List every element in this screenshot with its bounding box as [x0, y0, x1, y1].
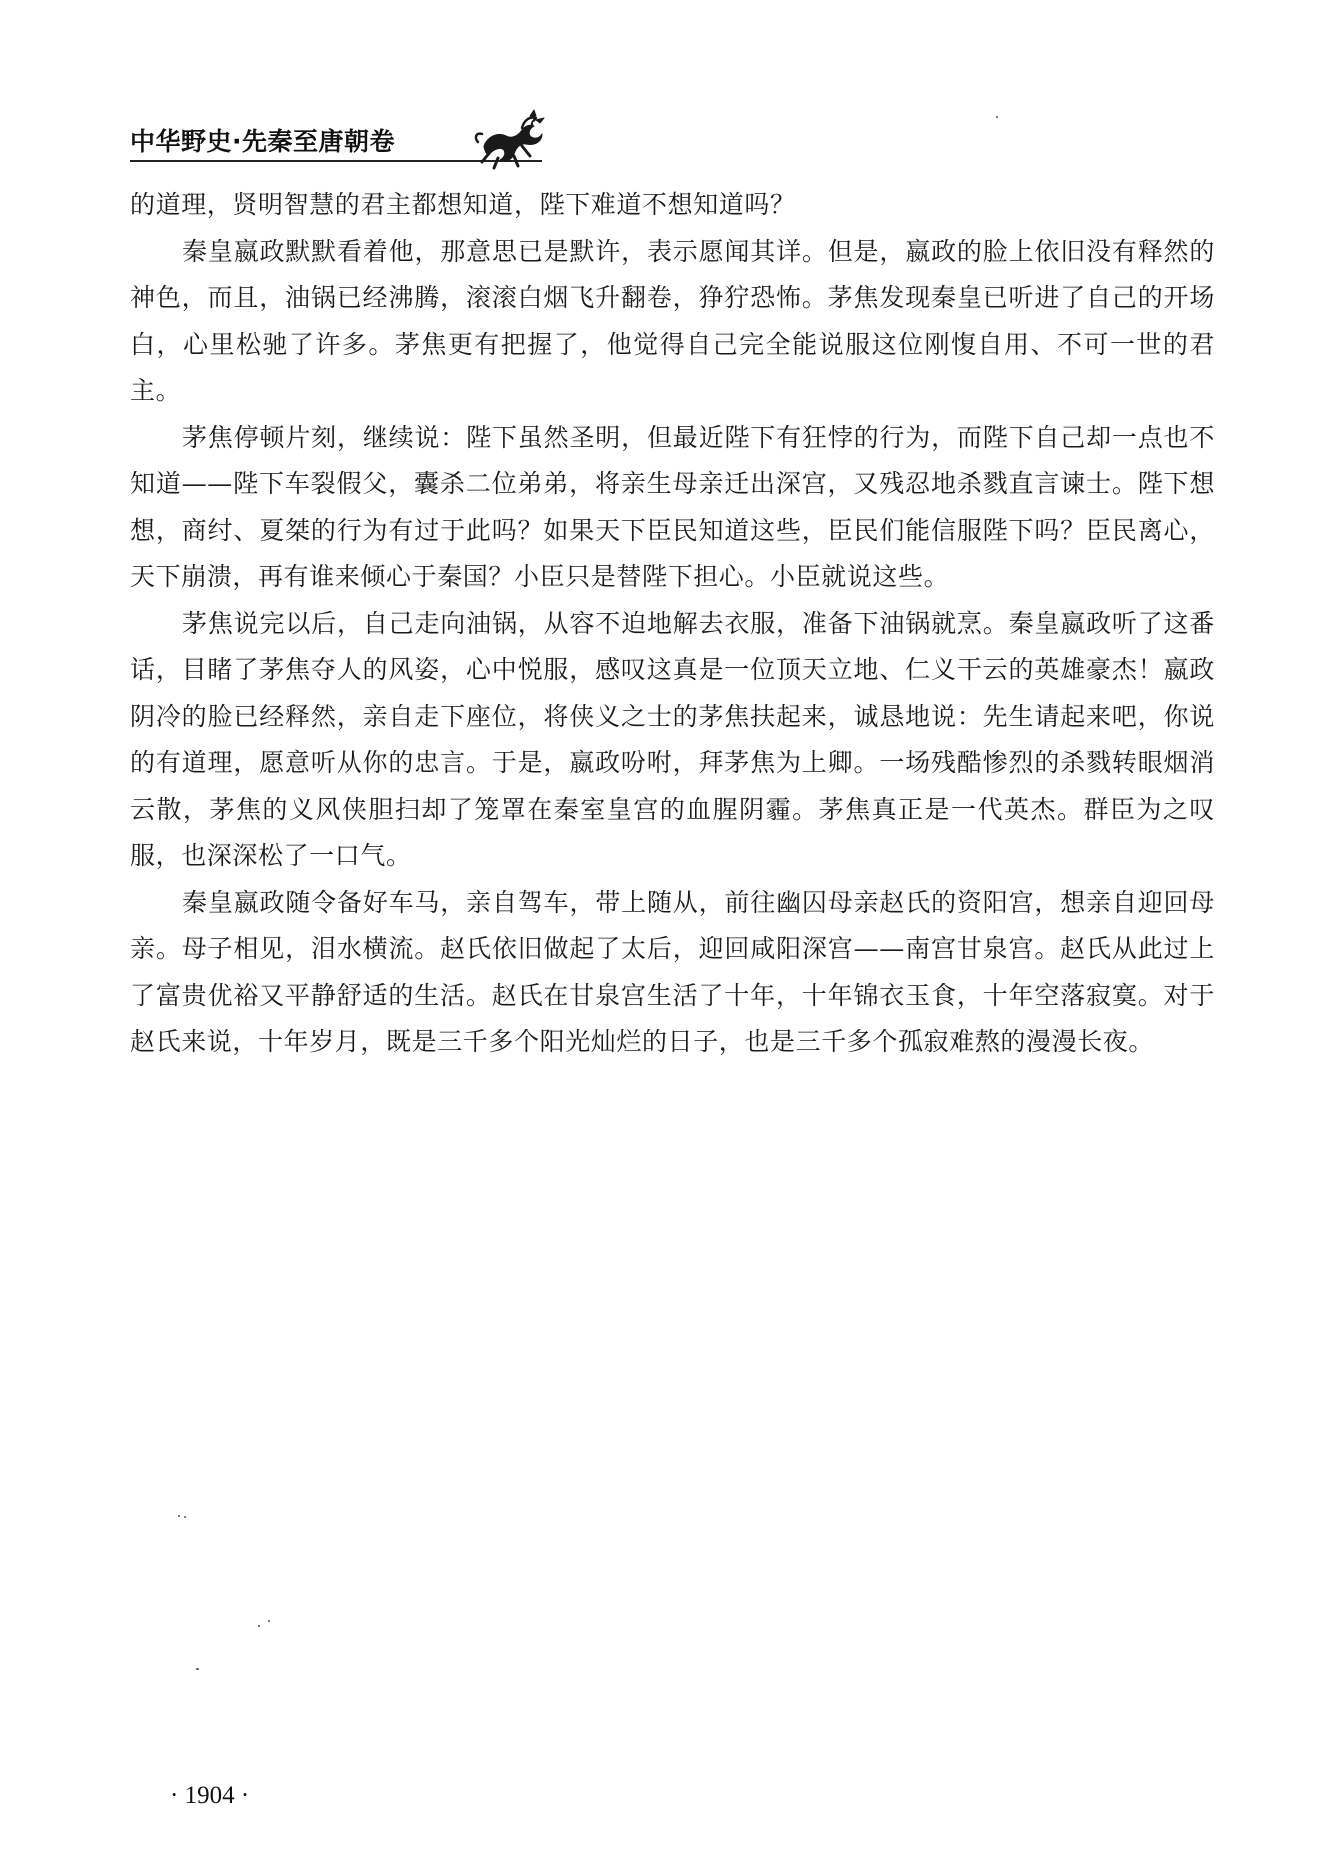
body-text: [130, 182, 1215, 1066]
scan-speck: [196, 1668, 199, 1670]
scan-speck: [258, 1625, 260, 1627]
scan-speck: [268, 1620, 270, 1622]
scan-speck: [996, 116, 998, 118]
scan-speck: [184, 1516, 186, 1518]
book-title: 中华野史·先秦至唐朝卷: [130, 127, 395, 156]
paragraph-4: 茅焦说完以后，自己走向油锅，从容不迫地解去衣服，准备下油锅就烹。秦皇嬴政听了这番话，目睹了茅焦夺人的风姿，心中悦服，感叹这真是一位顶天立地、仁义干云的英雄豪杰！嬴政阴冷的脸已经释然，亲自走下座位，将侠义之士的茅焦扶起来，诚恳地说：先生请起来吧，你说的有道理，愿意听从你的忠言。于是，嬴政吩咐，拜茅焦为上卿。一场残酷惨烈的杀戮转眼烟消云散，茅焦的义风侠胆扫却了笼罩在秦室皇宫的血腥阴霾。茅焦真正是一代英杰。群臣为之叹服，也深深松了一口气。: [130, 608, 1215, 870]
scan-speck: [178, 1515, 180, 1517]
page-number: · 1904 ·: [170, 1782, 250, 1809]
paragraph-5: 秦皇嬴政随令备好车马，亲自驾车，带上随从，前往幽囚母亲赵氏的资阳宫，想亲自迎回母亲。母子相见，泪水横流。赵氏依旧做起了太后，迎回咸阳深宫——南宫甘泉宫。赵氏从此过上了富贵优裕又平静舒适的生活。赵氏在甘泉宫生活了十年，十年锦衣玉食，十年空落寂寞。对于赵氏来说，十年岁月，既是三千多个阳光灿烂的日子，也是三千多个孤寂难熬的漫漫长夜。: [130, 887, 1215, 1056]
paragraph-2: 秦皇嬴政默默看着他，那意思已是默许，表示愿闻其详。但是，嬴政的脸上依旧没有释然的神色，而且，油锅已经沸腾，滚滚白烟飞升翻卷，狰狞恐怖。茅焦发现秦皇已听进了自己的开场白，心里松驰了许多。茅焦更有把握了，他觉得自己完全能说服这位刚愎自用、不可一世的君主。: [130, 236, 1215, 405]
dragon-emblem-icon: [470, 106, 550, 170]
paragraph-3: 茅焦停顿片刻，继续说：陛下虽然圣明，但最近陛下有狂悖的行为，而陛下自己却一点也不知道——陛下车裂假父，囊杀二位弟弟，将亲生母亲迁出深宫，又残忍地杀戮直言谏士。陛下想想，商纣、夏桀的行为有过于此吗？如果天下臣民知道这些，臣民们能信服陛下吗？臣民离心，天下崩溃，再有谁来倾心于秦国？小臣只是替陛下担心。小臣就说这些。: [130, 422, 1215, 591]
paragraph-1: 的道理，贤明智慧的君主都想知道，陛下难道不想知道吗？: [130, 190, 796, 219]
